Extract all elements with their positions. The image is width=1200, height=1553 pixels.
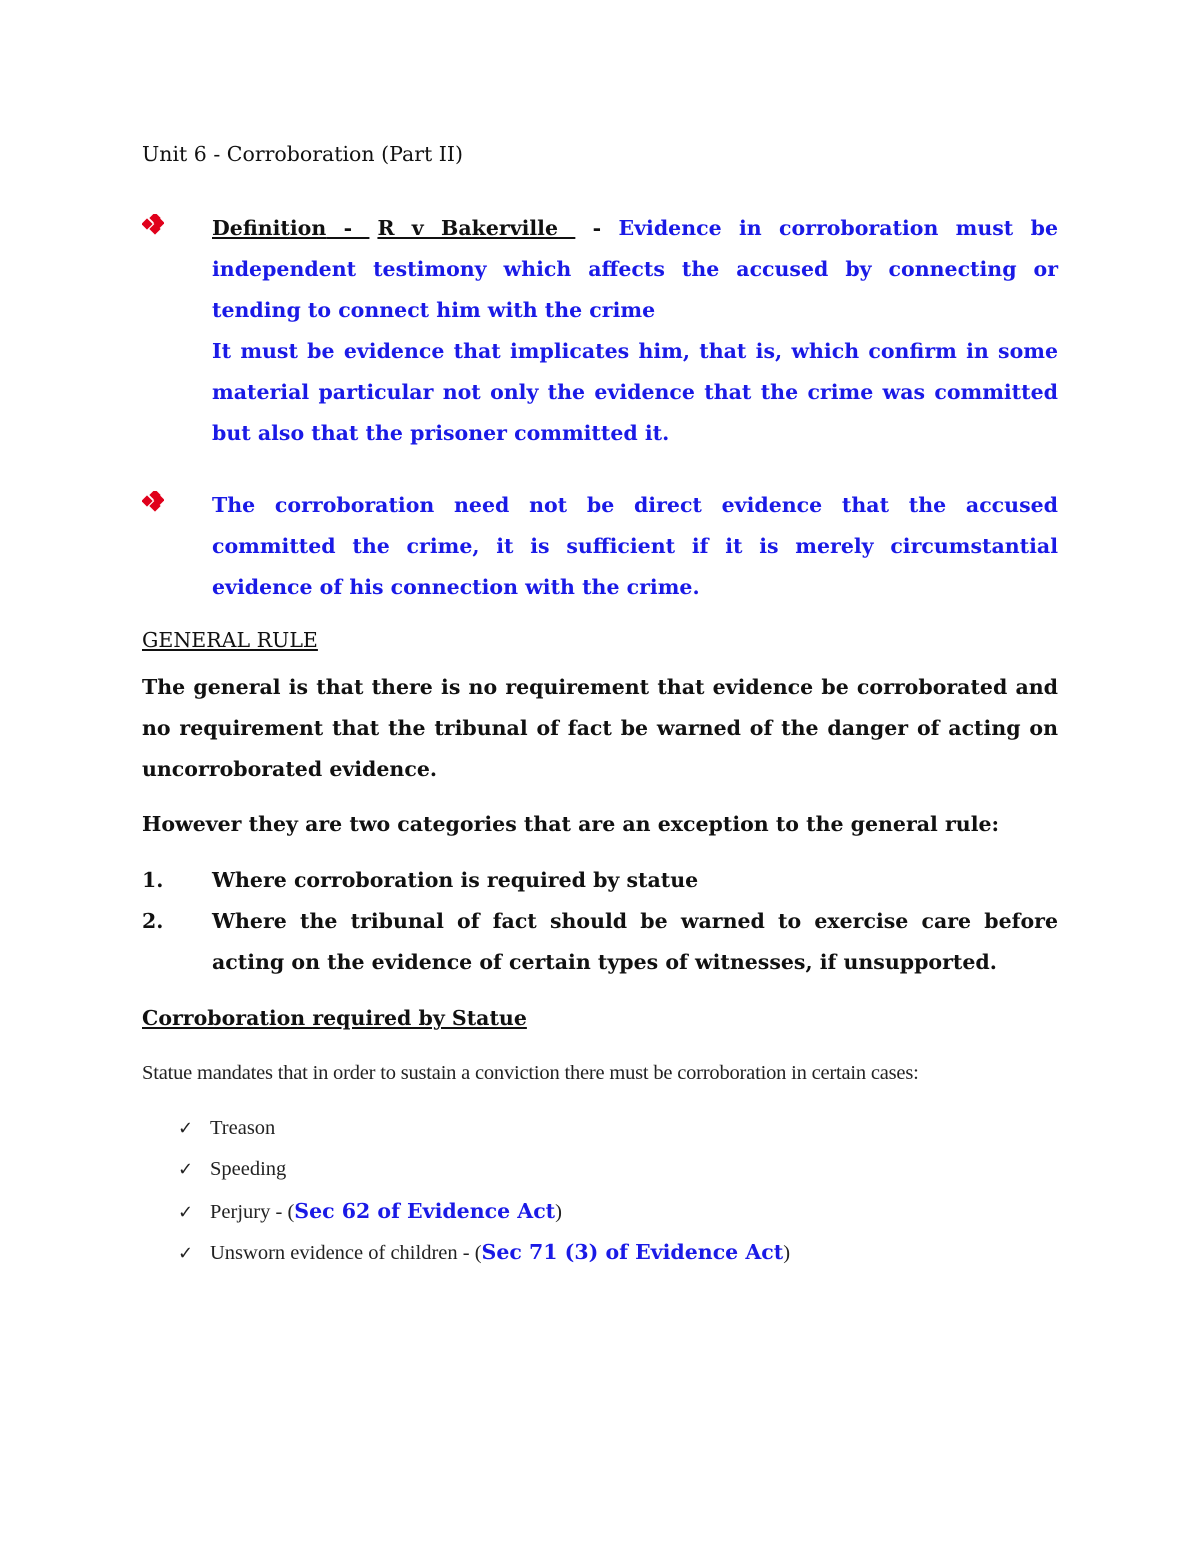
definition-line-1: Evidence in corroboration must be independent testimony which affects the accused by connecting or tending to connect him with the crime [212, 216, 1058, 322]
page-title: Unit 6 - Corroboration (Part II) [142, 142, 463, 166]
check-label: Perjury - [210, 1201, 288, 1223]
definition-line-2: It must be evidence that implicates him, that is, which confirm in some material particular not only the evidence that the crime was committed but also that the prisoner committed it. [212, 339, 1058, 445]
definition-label: Definition [212, 216, 327, 240]
definition-text [212, 208, 1058, 454]
check-label: Speeding [210, 1158, 287, 1180]
list-item [142, 860, 1058, 901]
list-number: 2. [142, 909, 164, 933]
case-dash: - [575, 216, 619, 240]
check-list-item [178, 1117, 275, 1140]
list-item [142, 901, 1058, 983]
checkmark-icon: ✓ [178, 1118, 194, 1139]
exception-intro: However they are two categories that are an exception to the general rule: [142, 812, 1000, 836]
statute-reference: Sec 71 (3) of Evidence Act [481, 1240, 784, 1264]
checkmark-icon: ✓ [178, 1202, 194, 1223]
circumstantial-bullet [142, 485, 1058, 608]
definition-bullet [142, 208, 1058, 454]
statute-intro: Statue mandates that in order to sustain a conviction there must be corroboration in certain cases: [142, 1062, 919, 1084]
diamond-bullet-icon [142, 491, 164, 513]
circumstantial-text: The corroboration need not be direct evidence that the accused committed the crime, it is sufficient if it is merely circumstantial evidence of his connection with the crime. [212, 493, 1058, 599]
check-list-item: ✓ Unsworn evidence of children - (Sec 71 (3) of Evidence Act) [178, 1240, 791, 1264]
check-label: Unsworn evidence of children - [210, 1242, 475, 1264]
check-list-item [178, 1158, 286, 1181]
case-name: R v Bakerville [377, 216, 559, 240]
list-text: Where the tribunal of fact should be warned to exercise care before acting on the evidence of certain types of witnesses, if unsupported. [212, 909, 1058, 974]
check-label: Treason [210, 1117, 276, 1139]
statute-heading: Corroboration required by Statue [142, 1006, 527, 1030]
general-rule-text: The general is that there is no requirement that evidence be corroborated and no requirement that the tribunal of fact be warned of the danger of acting on uncorroborated evidence. [142, 675, 1058, 781]
diamond-bullet-icon [142, 214, 164, 236]
list-number: 1. [142, 868, 164, 892]
general-rule-heading: GENERAL RULE [142, 628, 318, 652]
check-list-item: ✓ Perjury - (Sec 62 of Evidence Act) [178, 1199, 562, 1223]
list-text: Where corroboration is required by statue [212, 868, 699, 892]
statute-reference: Sec 62 of Evidence Act [294, 1199, 556, 1223]
checkmark-icon: ✓ [178, 1243, 194, 1264]
definition-dash: - [326, 216, 370, 240]
checkmark-icon: ✓ [178, 1159, 194, 1180]
